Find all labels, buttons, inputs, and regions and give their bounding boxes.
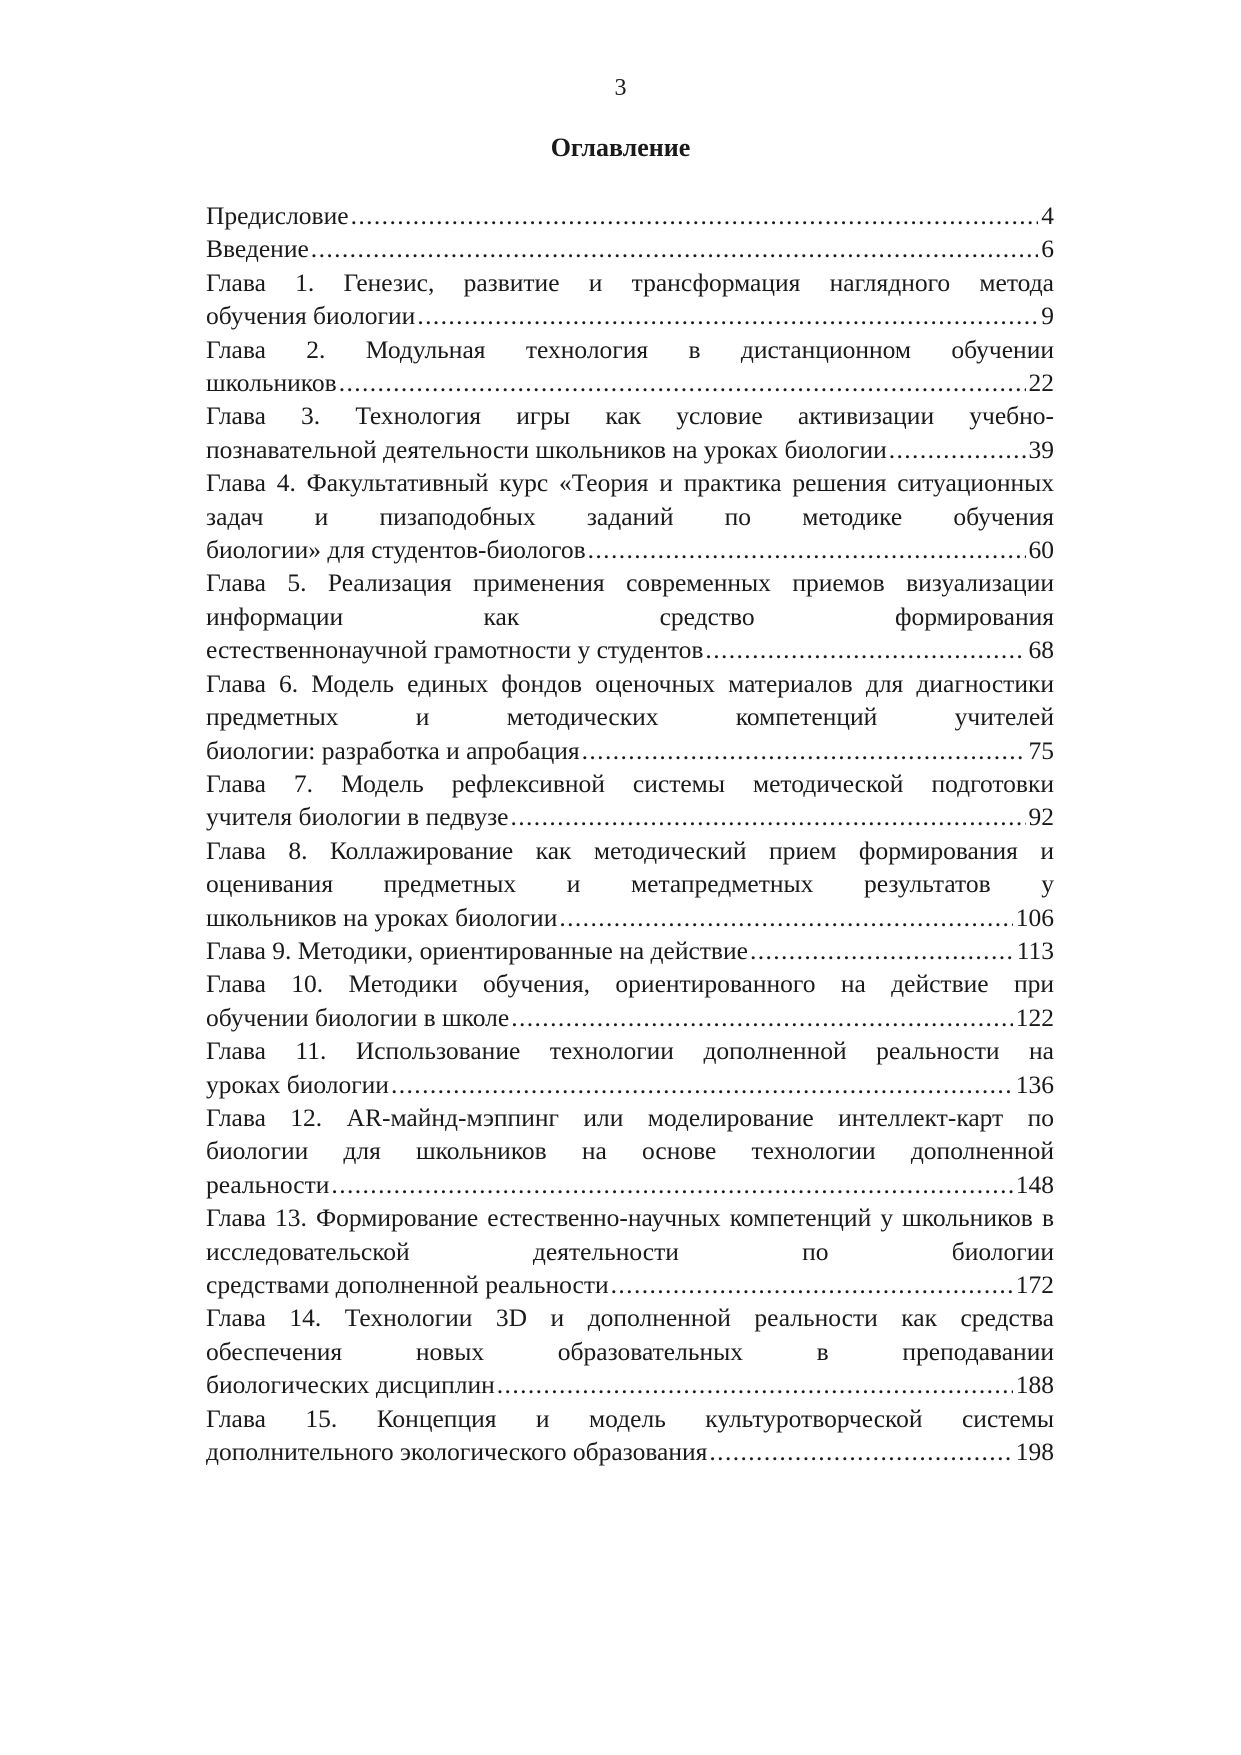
dot-leader [588,533,1026,566]
toc-entry-title: Глава 15. Концепция и модель культуротворческой системы [206,1403,1054,1433]
toc-entry-page: 106 [1015,902,1054,932]
toc-entry-page: 172 [1015,1270,1054,1299]
dot-leader [339,366,1026,399]
toc-entry-page: 60 [1028,535,1054,565]
toc-entry-title-end: учителя биологии в педвузе [206,802,509,832]
toc-entry-title-end: естественнонаучной грамотности у студентов [206,635,704,665]
page-number: 3 [614,75,627,101]
dot-leader [497,1368,1013,1401]
toc-entry-title-end: средствами дополненной реальности [206,1270,609,1299]
dot-leader [331,1168,1012,1201]
toc-entry-title: Глава 10. Методики обучения, ориентированного на действие при [206,969,1054,999]
toc-entry-page: 148 [1015,1169,1054,1199]
toc-entry-chapter-4[interactable] [206,466,1054,566]
toc-title: Оглавление [550,133,691,162]
dot-leader [889,433,1026,466]
toc-entry-chapter-7[interactable] [206,767,1054,834]
toc-entry-introduction[interactable] [206,232,1054,265]
toc-entry-page: 4 [1041,201,1054,230]
toc-entry-chapter-1[interactable] [206,266,1054,333]
toc-entry-chapter-15[interactable] [206,1402,1054,1469]
toc-entry-title: Глава 14. Технологии 3D и дополненной реальности как средства обеспечения новых образовательных в преподавании [206,1303,1054,1366]
toc-entry-chapter-9[interactable] [206,934,1054,967]
dot-leader [582,734,1026,767]
toc-entry-title: Глава 13. Формирование естественно-научных компетенций у школьников в исследовательской деятельности по биологии [206,1203,1054,1266]
toc-entry-chapter-5[interactable] [206,566,1054,666]
toc-entry-page: 113 [1016,935,1054,965]
toc-entry-title: Глава 2. Модульная технология в дистанционном обучении [206,334,1054,364]
dot-leader [417,299,1038,332]
toc-entry-page: 9 [1041,301,1054,331]
toc-entry-title: Глава 7. Модель рефлексивной системы методической подготовки [206,768,1054,798]
toc-entry-title-end: обучении биологии в школе [206,1002,510,1032]
toc-entry-chapter-2[interactable] [206,333,1054,400]
toc-entry-page: 122 [1015,1002,1054,1032]
toc-entry-title-end: обучения биологии [206,301,416,331]
dot-leader [511,1001,1013,1034]
toc-entry-chapter-12[interactable] [206,1101,1054,1201]
toc-entry-title-end: познавательной деятельности школьников на уроках биологии [206,434,887,464]
toc-entry-title-end: школьников [206,368,337,398]
dot-leader [510,800,1025,833]
toc-entry-chapter-3[interactable] [206,399,1054,466]
toc-entry-title-end: биологии» для студентов-биологов [206,535,586,565]
dot-leader [705,633,1025,666]
toc-entry-page: 92 [1028,802,1054,832]
toc-entry-title: Введение [206,234,309,264]
toc-entry-title: Глава 9. Методики, ориентированные на действие [206,935,748,965]
toc-entry-chapter-13[interactable] [206,1201,1054,1301]
dot-leader [311,232,1038,265]
toc-entry-page: 39 [1028,434,1054,464]
toc-entry-chapter-11[interactable] [206,1034,1054,1101]
toc-entry-chapter-14[interactable] [206,1301,1054,1401]
toc-entry-title-end: школьников на уроках биологии [206,902,558,932]
dot-leader [351,199,1039,232]
toc-entry-page: 68 [1028,635,1054,665]
dot-leader [709,1435,1012,1468]
toc-entry-chapter-6[interactable] [206,667,1054,767]
dot-leader [750,934,1014,967]
toc-entry-title-end: биологических дисциплин [206,1370,495,1400]
toc-entry-title-end: реальности [206,1169,330,1199]
toc-entry-title-end: уроках биологии [206,1069,389,1099]
toc-entry-title: Глава 5. Реализация применения современных приемов визуализации информации как средство формирования [206,568,1054,631]
dot-leader [559,901,1012,934]
toc-entry-title: Глава 4. Факультативный курс «Теория и практика решения ситуационных задач и пизаподобных заданий по методике обучения [206,468,1054,531]
toc-entry-page: 75 [1028,735,1054,765]
toc-entry-title-end: дополнительного экологического образования [206,1437,708,1467]
table-of-contents [206,199,1054,1468]
toc-entry-page: 6 [1041,234,1054,264]
toc-entry-preface[interactable] [206,199,1054,232]
toc-entry-title: Глава 8. Коллажирование как методический прием формирования и оценивания предметных и метапредметных результатов у [206,835,1054,899]
toc-entry-title: Глава 1. Генезис, развитие и трансформация наглядного метода [206,267,1054,297]
toc-entry-title: Предисловие [206,201,349,230]
toc-entry-page: 136 [1015,1069,1054,1099]
toc-entry-chapter-10[interactable] [206,967,1054,1034]
toc-entry-title: Глава 11. Использование технологии дополненной реальности на [206,1036,1054,1066]
toc-entry-page: 198 [1015,1437,1054,1467]
toc-entry-page: 22 [1028,368,1054,398]
toc-entry-title: Глава 12. AR-майнд-мэппинг или моделирование интеллект-карт по биологии для школьников на основе технологии дополненной [206,1102,1054,1166]
toc-entry-chapter-8[interactable] [206,834,1054,934]
dot-leader [611,1268,1013,1301]
toc-entry-page: 188 [1015,1370,1054,1400]
toc-entry-title: Глава 6. Модель единых фондов оценочных материалов для диагностики предметных и методических компетенций учителей [206,668,1054,732]
toc-entry-title-end: биологии: разработка и апробация [206,735,580,765]
toc-entry-title: Глава 3. Технология игры как условие активизации учебно- [206,401,1054,431]
dot-leader [391,1068,1013,1101]
